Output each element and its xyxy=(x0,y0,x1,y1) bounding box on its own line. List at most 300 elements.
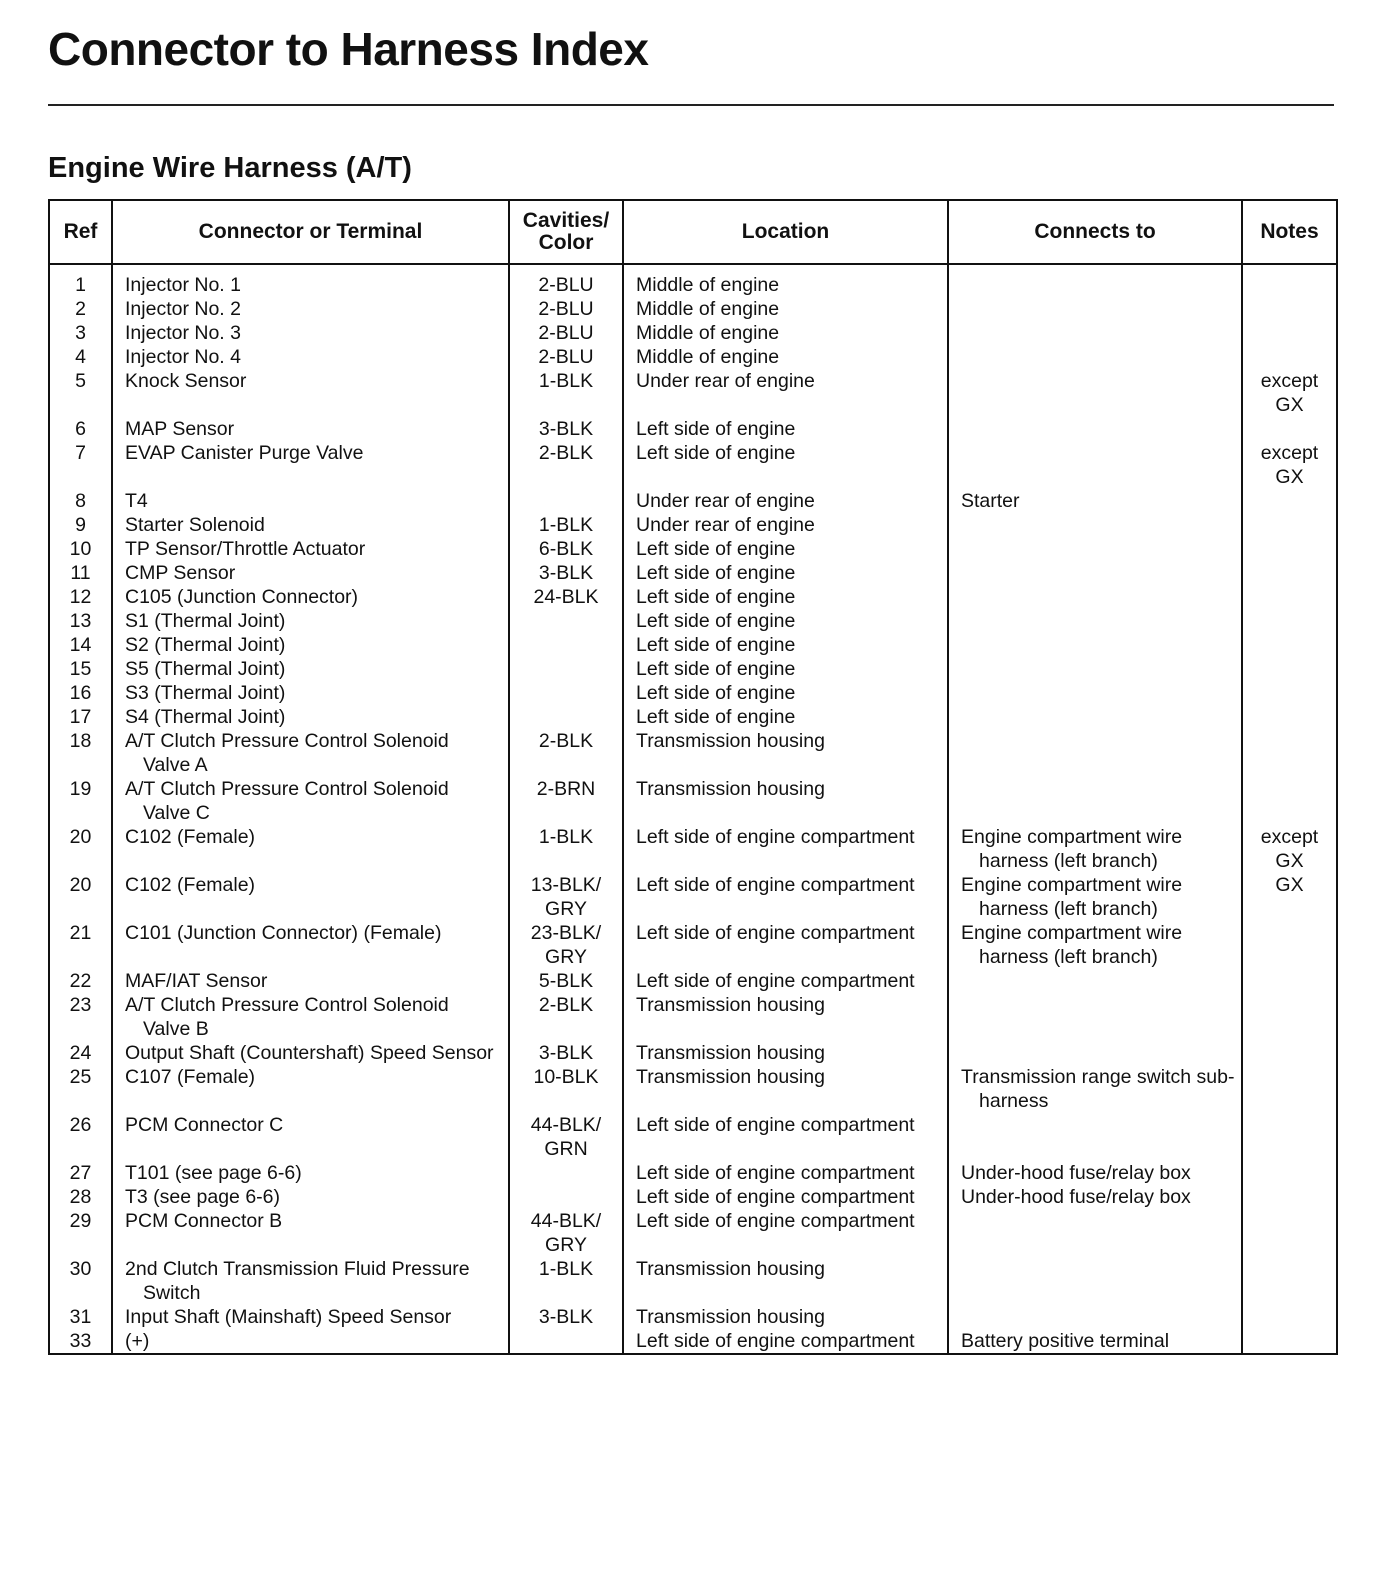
table-cell-connects-to xyxy=(948,297,1242,321)
table-cell-connects-to xyxy=(948,345,1242,369)
table-cell-connector xyxy=(112,1113,509,1161)
table-cell-ref xyxy=(49,537,112,561)
table-cell-connects-to xyxy=(948,585,1242,609)
table-cell-ref-text: 23 xyxy=(69,994,92,1016)
table-cell-connects-to xyxy=(948,1113,1242,1161)
table-cell-location-text: Left side of engine compartment xyxy=(636,1330,915,1352)
table-cell-ref xyxy=(49,609,112,633)
header-ref: Ref xyxy=(49,200,112,264)
table-row xyxy=(49,657,1337,681)
table-cell-connects-to xyxy=(948,777,1242,825)
table-cell-ref-text: 28 xyxy=(69,1186,92,1208)
table-row xyxy=(49,321,1337,345)
table-cell-cavities xyxy=(509,417,623,441)
table-cell-ref xyxy=(49,1065,112,1113)
table-row xyxy=(49,993,1337,1041)
table-cell-ref xyxy=(49,345,112,369)
table-cell-ref-text: 30 xyxy=(69,1258,92,1280)
table-cell-cavities xyxy=(509,609,623,633)
table-cell-connects-to xyxy=(948,873,1242,921)
table-cell-notes xyxy=(1242,993,1337,1041)
table-cell-location-text: Left side of engine compartment xyxy=(636,922,915,944)
table-cell-connects-to xyxy=(948,1209,1242,1257)
table-cell-connects-to xyxy=(948,513,1242,537)
table-cell-location-text: Left side of engine xyxy=(636,634,796,656)
table-cell-notes xyxy=(1242,441,1337,489)
table-cell-location-text: Transmission housing xyxy=(636,1306,825,1328)
table-cell-ref-text: 33 xyxy=(69,1330,92,1352)
table-cell-cavities xyxy=(509,873,623,921)
table-cell-connects-to xyxy=(948,441,1242,489)
table-cell-location-text: Left side of engine xyxy=(636,658,796,680)
table-cell-connector-text: A/T Clutch Pressure Control Solenoid Valve A xyxy=(125,730,449,776)
table-cell-connects-to xyxy=(948,705,1242,729)
table-cell-ref xyxy=(49,969,112,993)
table-cell-location-text: Middle of engine xyxy=(636,298,780,320)
table-cell-connector-text: MAP Sensor xyxy=(125,418,235,440)
table-cell-ref-text: 9 xyxy=(75,514,86,536)
table-cell-connector xyxy=(112,1185,509,1209)
table-cell-connector-text: (+) xyxy=(125,1330,150,1352)
table-cell-ref-text: 27 xyxy=(69,1162,92,1184)
table-cell-notes xyxy=(1242,345,1337,369)
table-cell-notes xyxy=(1242,873,1337,921)
table-cell-location xyxy=(623,1305,948,1329)
table-cell-cavities-text: 3-BLK xyxy=(538,562,594,584)
table-cell-notes xyxy=(1242,417,1337,441)
table-cell-ref-text: 19 xyxy=(69,778,92,800)
table-cell-connector-text: Injector No. 3 xyxy=(125,322,241,344)
table-cell-ref xyxy=(49,825,112,873)
table-cell-ref-text: 21 xyxy=(69,922,92,944)
table-cell-notes xyxy=(1242,321,1337,345)
table-row xyxy=(49,345,1337,369)
table-cell-location-text: Left side of engine compartment xyxy=(636,970,915,992)
table-row xyxy=(49,441,1337,489)
table-cell-cavities-text: 44-BLK/ GRY xyxy=(530,1210,602,1256)
table-cell-location xyxy=(623,537,948,561)
table-cell-connector-text: C102 (Female) xyxy=(125,826,256,848)
table-row xyxy=(49,537,1337,561)
section-title: Engine Wire Harness (A/T) xyxy=(48,152,412,184)
table-cell-cavities-text: 2-BLK xyxy=(538,730,594,752)
table-row xyxy=(49,417,1337,441)
table-cell-connects-to xyxy=(948,729,1242,777)
table-cell-cavities xyxy=(509,1305,623,1329)
table-cell-connector-text: S2 (Thermal Joint) xyxy=(125,634,286,656)
page-title: Connector to Harness Index xyxy=(48,23,649,75)
table-cell-location xyxy=(623,264,948,297)
table-cell-ref-text: 17 xyxy=(69,706,92,728)
table-cell-connector xyxy=(112,537,509,561)
table-row xyxy=(49,513,1337,537)
table-cell-connector-text: CMP Sensor xyxy=(125,562,236,584)
table-cell-location xyxy=(623,657,948,681)
table-cell-ref xyxy=(49,1209,112,1257)
table-cell-ref xyxy=(49,1113,112,1161)
table-cell-cavities-text: 3-BLK xyxy=(538,418,594,440)
table-cell-ref xyxy=(49,561,112,585)
table-cell-connects-to xyxy=(948,825,1242,873)
header-cavities: Cavities/ Color xyxy=(509,200,623,264)
table-cell-cavities xyxy=(509,921,623,969)
table-cell-connector xyxy=(112,297,509,321)
table-cell-connects-to-text: Engine compartment wire harness (left branch) xyxy=(961,922,1183,968)
table-cell-connector-text: C107 (Female) xyxy=(125,1066,256,1088)
table-row xyxy=(49,825,1337,873)
table-cell-location xyxy=(623,321,948,345)
table-cell-notes xyxy=(1242,681,1337,705)
table-cell-connector-text: Output Shaft (Countershaft) Speed Sensor xyxy=(125,1042,494,1064)
table-cell-notes xyxy=(1242,264,1337,297)
table-cell-notes xyxy=(1242,633,1337,657)
table-cell-location-text: Left side of engine compartment xyxy=(636,874,915,896)
table-cell-notes xyxy=(1242,489,1337,513)
table-row xyxy=(49,1113,1337,1161)
table-cell-ref-text: 22 xyxy=(69,970,92,992)
table-cell-notes xyxy=(1242,825,1337,873)
table-cell-ref-text: 13 xyxy=(69,610,92,632)
table-cell-connects-to xyxy=(948,1257,1242,1305)
table-cell-cavities-text: 1-BLK xyxy=(538,826,594,848)
table-cell-cavities xyxy=(509,681,623,705)
table-cell-cavities xyxy=(509,585,623,609)
table-cell-ref-text: 7 xyxy=(75,442,86,464)
table-cell-notes xyxy=(1242,1257,1337,1305)
table-cell-connector xyxy=(112,993,509,1041)
table-cell-notes xyxy=(1242,1209,1337,1257)
table-cell-location-text: Left side of engine xyxy=(636,418,796,440)
table-cell-cavities-text: 10-BLK xyxy=(533,1066,599,1088)
table-cell-location-text: Under rear of engine xyxy=(636,490,815,512)
table-cell-connector xyxy=(112,561,509,585)
table-cell-location xyxy=(623,441,948,489)
table-cell-cavities xyxy=(509,441,623,489)
table-cell-ref xyxy=(49,729,112,777)
table-cell-location xyxy=(623,1185,948,1209)
table-cell-location-text: Under rear of engine xyxy=(636,514,815,536)
table-cell-cavities xyxy=(509,1161,623,1185)
table-cell-notes xyxy=(1242,1113,1337,1161)
table-cell-connector xyxy=(112,417,509,441)
table-cell-ref-text: 10 xyxy=(69,538,92,560)
table-cell-location xyxy=(623,1161,948,1185)
table-cell-location xyxy=(623,1257,948,1305)
table-cell-connects-to xyxy=(948,264,1242,297)
table-cell-connector xyxy=(112,633,509,657)
table-cell-location-text: Left side of engine xyxy=(636,538,796,560)
table-cell-connector-text: C102 (Female) xyxy=(125,874,256,896)
table-cell-connector-text: TP Sensor/Throttle Actuator xyxy=(125,538,366,560)
table-row xyxy=(49,705,1337,729)
table-cell-cavities xyxy=(509,825,623,873)
table-row xyxy=(49,1329,1337,1354)
table-cell-connector xyxy=(112,1305,509,1329)
table-cell-connector-text: Injector No. 2 xyxy=(125,298,241,320)
table-cell-notes-text: GX xyxy=(1275,874,1304,896)
table-cell-ref xyxy=(49,297,112,321)
table-cell-cavities-text: 2-BLU xyxy=(538,298,594,320)
table-cell-cavities-text: 24-BLK xyxy=(533,586,599,608)
table-cell-location xyxy=(623,369,948,417)
table-cell-connector xyxy=(112,705,509,729)
table-cell-connector xyxy=(112,969,509,993)
table-cell-location-text: Transmission housing xyxy=(636,1258,825,1280)
table-cell-ref-text: 31 xyxy=(69,1306,92,1328)
table-cell-connects-to xyxy=(948,633,1242,657)
table-cell-ref xyxy=(49,657,112,681)
table-row xyxy=(49,681,1337,705)
table-cell-location xyxy=(623,561,948,585)
table-cell-notes xyxy=(1242,1161,1337,1185)
table-cell-ref-text: 20 xyxy=(69,874,92,896)
table-cell-ref xyxy=(49,264,112,297)
table-row xyxy=(49,1041,1337,1065)
table-cell-cavities xyxy=(509,633,623,657)
table-cell-ref-text: 1 xyxy=(75,274,86,296)
table-cell-ref xyxy=(49,489,112,513)
table-cell-cavities xyxy=(509,1185,623,1209)
table-cell-ref xyxy=(49,993,112,1041)
table-cell-connects-to xyxy=(948,609,1242,633)
table-cell-connector-text: PCM Connector C xyxy=(125,1114,284,1136)
table-row xyxy=(49,1305,1337,1329)
table-cell-ref xyxy=(49,1305,112,1329)
table-cell-connects-to xyxy=(948,993,1242,1041)
table-cell-notes xyxy=(1242,297,1337,321)
table-cell-connector xyxy=(112,921,509,969)
table-cell-connects-to xyxy=(948,369,1242,417)
header-notes: Notes xyxy=(1242,200,1337,264)
table-cell-ref-text: 24 xyxy=(69,1042,92,1064)
table-cell-ref-text: 20 xyxy=(69,826,92,848)
table-cell-connector xyxy=(112,513,509,537)
table-cell-cavities xyxy=(509,561,623,585)
table-cell-connector xyxy=(112,825,509,873)
table-cell-notes xyxy=(1242,1185,1337,1209)
table-cell-connector-text: A/T Clutch Pressure Control Solenoid Valve B xyxy=(125,994,449,1040)
table-cell-connector xyxy=(112,369,509,417)
table-cell-ref xyxy=(49,777,112,825)
table-cell-notes xyxy=(1242,1041,1337,1065)
table-cell-cavities xyxy=(509,537,623,561)
table-cell-ref-text: 25 xyxy=(69,1066,92,1088)
table-cell-connects-to xyxy=(948,1305,1242,1329)
table-cell-cavities xyxy=(509,264,623,297)
title-divider xyxy=(48,104,1334,106)
table-cell-connects-to-text: Transmission range switch sub-harness xyxy=(961,1066,1235,1112)
table-cell-connector xyxy=(112,264,509,297)
table-cell-location xyxy=(623,417,948,441)
table-cell-connector xyxy=(112,1161,509,1185)
table-cell-notes xyxy=(1242,1065,1337,1113)
header-location: Location xyxy=(623,200,948,264)
table-cell-cavities-text: 5-BLK xyxy=(538,970,594,992)
table-cell-location xyxy=(623,297,948,321)
table-cell-connector xyxy=(112,1065,509,1113)
table-cell-cavities-text: 6-BLK xyxy=(538,538,594,560)
table-cell-connects-to xyxy=(948,681,1242,705)
table-cell-cavities-text: 2-BLK xyxy=(538,994,594,1016)
table-cell-connector-text: C101 (Junction Connector) (Female) xyxy=(125,922,442,944)
table-cell-cavities-text: 1-BLK xyxy=(538,370,594,392)
table-cell-connects-to xyxy=(948,1041,1242,1065)
table-cell-connector-text: Injector No. 1 xyxy=(125,274,241,296)
table-cell-connector-text: C105 (Junction Connector) xyxy=(125,586,359,608)
table-cell-location-text: Transmission housing xyxy=(636,1066,825,1088)
table-cell-ref-text: 14 xyxy=(69,634,92,656)
table-cell-cavities xyxy=(509,513,623,537)
table-cell-location xyxy=(623,1209,948,1257)
table-cell-cavities xyxy=(509,969,623,993)
table-cell-notes xyxy=(1242,1305,1337,1329)
table-cell-connects-to-text: Starter xyxy=(961,490,1020,512)
table-cell-ref-text: 11 xyxy=(70,562,91,584)
table-cell-cavities-text: 1-BLK xyxy=(538,1258,594,1280)
table-row xyxy=(49,609,1337,633)
table-cell-location-text: Left side of engine xyxy=(636,586,796,608)
table-cell-location xyxy=(623,921,948,969)
table-cell-connector-text: T3 (see page 6-6) xyxy=(125,1186,281,1208)
table-cell-connector-text: T4 xyxy=(125,490,148,512)
table-cell-location-text: Left side of engine compartment xyxy=(636,1114,915,1136)
table-cell-notes xyxy=(1242,609,1337,633)
table-cell-location xyxy=(623,993,948,1041)
table-cell-connects-to xyxy=(948,417,1242,441)
table-cell-location-text: Left side of engine compartment xyxy=(636,826,915,848)
table-cell-connects-to xyxy=(948,321,1242,345)
table-cell-cavities xyxy=(509,993,623,1041)
table-cell-location xyxy=(623,1065,948,1113)
table-row xyxy=(49,969,1337,993)
table-cell-connector xyxy=(112,1257,509,1305)
table-cell-cavities xyxy=(509,1113,623,1161)
table-cell-cavities-text: 1-BLK xyxy=(538,514,594,536)
table-row xyxy=(49,369,1337,417)
table-cell-notes xyxy=(1242,1329,1337,1354)
table-cell-ref-text: 4 xyxy=(75,346,86,368)
table-cell-location xyxy=(623,1113,948,1161)
table-row xyxy=(49,729,1337,777)
table-cell-cavities-text: 44-BLK/ GRN xyxy=(530,1114,602,1160)
table-row xyxy=(49,1161,1337,1185)
table-cell-notes xyxy=(1242,369,1337,417)
table-cell-notes-text: except GX xyxy=(1260,370,1319,416)
table-cell-location-text: Transmission housing xyxy=(636,730,825,752)
connector-index-table xyxy=(48,199,1338,1355)
header-connector: Connector or Terminal xyxy=(112,200,509,264)
table-cell-connector xyxy=(112,657,509,681)
table-cell-notes xyxy=(1242,513,1337,537)
table-cell-location xyxy=(623,345,948,369)
table-cell-cavities-text: 2-BLU xyxy=(538,346,594,368)
table-cell-connector-text: Knock Sensor xyxy=(125,370,247,392)
table-cell-location xyxy=(623,609,948,633)
table-cell-ref xyxy=(49,633,112,657)
table-cell-location xyxy=(623,705,948,729)
table-cell-ref xyxy=(49,1161,112,1185)
table-cell-notes xyxy=(1242,777,1337,825)
table-cell-connector-text: Injector No. 4 xyxy=(125,346,241,368)
table-cell-connector xyxy=(112,489,509,513)
table-cell-cavities xyxy=(509,1065,623,1113)
table-cell-location-text: Left side of engine xyxy=(636,442,796,464)
table-cell-notes xyxy=(1242,585,1337,609)
table-cell-ref xyxy=(49,921,112,969)
table-cell-connects-to xyxy=(948,1161,1242,1185)
table-row xyxy=(49,873,1337,921)
table-cell-location-text: Left side of engine xyxy=(636,610,796,632)
table-cell-connects-to-text: Under-hood fuse/relay box xyxy=(961,1162,1191,1184)
table-cell-ref xyxy=(49,873,112,921)
table-cell-location-text: Left side of engine xyxy=(636,682,796,704)
table-cell-connector-text: S3 (Thermal Joint) xyxy=(125,682,286,704)
table-cell-ref-text: 29 xyxy=(69,1210,92,1232)
table-cell-cavities xyxy=(509,345,623,369)
table-cell-connects-to xyxy=(948,1329,1242,1354)
table-cell-connects-to xyxy=(948,921,1242,969)
table-row xyxy=(49,1257,1337,1305)
table-cell-location xyxy=(623,633,948,657)
table-cell-ref-text: 15 xyxy=(69,658,92,680)
table-cell-connects-to xyxy=(948,1185,1242,1209)
table-cell-ref xyxy=(49,417,112,441)
table-row xyxy=(49,633,1337,657)
table-cell-ref xyxy=(49,1257,112,1305)
table-cell-cavities-text: 13-BLK/ GRY xyxy=(530,874,602,920)
table-cell-location xyxy=(623,825,948,873)
table-cell-connects-to-text: Engine compartment wire harness (left branch) xyxy=(961,826,1183,872)
table-cell-connects-to xyxy=(948,969,1242,993)
table-cell-connects-to xyxy=(948,657,1242,681)
table-cell-ref xyxy=(49,1041,112,1065)
table-cell-ref xyxy=(49,1185,112,1209)
table-row xyxy=(49,489,1337,513)
table-cell-cavities xyxy=(509,321,623,345)
table-row xyxy=(49,264,1337,297)
table-cell-cavities-text: 2-BLK xyxy=(538,442,594,464)
table-cell-connector xyxy=(112,873,509,921)
table-cell-location xyxy=(623,489,948,513)
table-cell-location xyxy=(623,873,948,921)
table-row xyxy=(49,1185,1337,1209)
table-row xyxy=(49,297,1337,321)
table-cell-notes xyxy=(1242,969,1337,993)
table-cell-connector-text: EVAP Canister Purge Valve xyxy=(125,442,364,464)
table-cell-notes xyxy=(1242,537,1337,561)
table-cell-notes-text: except GX xyxy=(1260,442,1319,488)
table-cell-location-text: Under rear of engine xyxy=(636,370,815,392)
table-cell-location xyxy=(623,1041,948,1065)
table-cell-location-text: Middle of engine xyxy=(636,274,780,296)
table-cell-ref-text: 2 xyxy=(75,298,86,320)
table-cell-connector-text: MAF/IAT Sensor xyxy=(125,970,268,992)
table-cell-ref xyxy=(49,585,112,609)
table-cell-notes xyxy=(1242,921,1337,969)
table-cell-cavities xyxy=(509,489,623,513)
table-row xyxy=(49,1209,1337,1257)
table-cell-ref xyxy=(49,441,112,489)
table-cell-connector xyxy=(112,681,509,705)
table-cell-connects-to xyxy=(948,537,1242,561)
table-cell-connector xyxy=(112,1329,509,1354)
table-row xyxy=(49,1065,1337,1113)
table-cell-notes xyxy=(1242,729,1337,777)
table-cell-location-text: Left side of engine xyxy=(636,706,796,728)
table-cell-connector xyxy=(112,609,509,633)
table-cell-cavities xyxy=(509,369,623,417)
table-cell-connector-text: Starter Solenoid xyxy=(125,514,265,536)
